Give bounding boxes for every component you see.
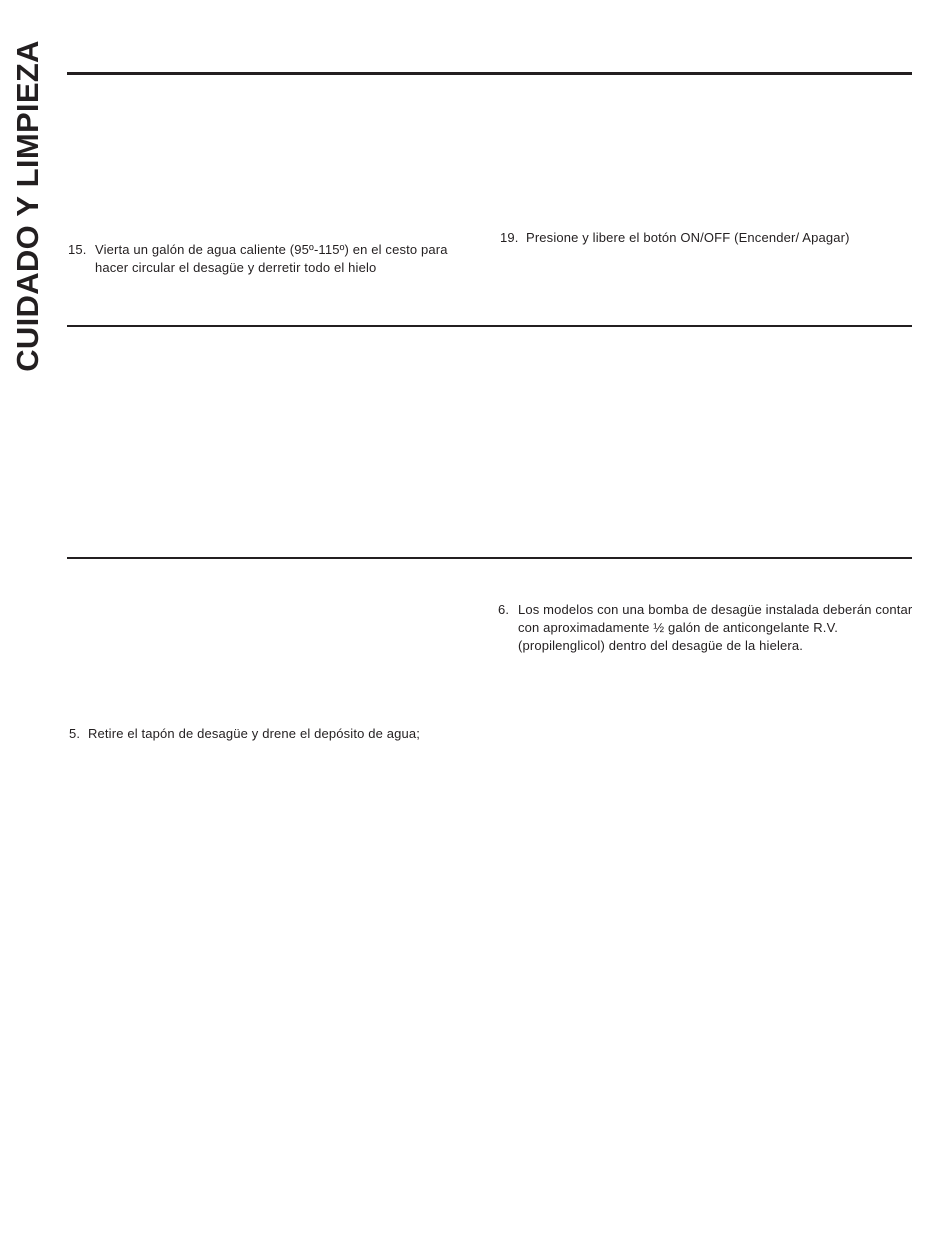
divider-top [67, 72, 912, 75]
instruction-step-15 [68, 241, 468, 277]
instruction-step-6 [498, 601, 918, 655]
step-number: 5. [69, 726, 81, 741]
step-number: 19. [500, 230, 519, 245]
step-number: 6. [498, 602, 510, 617]
step-text: Vierta un galón de agua caliente (95º-115º) en el cesto para hacer circular el desagüe y derretir todo el hielo [95, 242, 448, 275]
step-text: Los modelos con una bomba de desagüe instalada deberán contar con aproximadamente ½ galón de anticongelante R.V. (propilenglicol) dentro del desagüe de la hielera. [518, 602, 913, 653]
step-number: 15. [68, 242, 87, 257]
step-text: Presione y libere el botón ON/OFF (Encender/ Apagar) [526, 230, 850, 245]
step-text: Retire el tapón de desagüe y drene el depósito de agua; [88, 726, 421, 741]
divider-middle [67, 325, 912, 327]
instruction-step-19 [500, 229, 910, 247]
instruction-step-5 [69, 725, 469, 743]
section-title: CUIDADO Y LIMPIEZA [10, 40, 45, 372]
divider-lower [67, 557, 912, 559]
